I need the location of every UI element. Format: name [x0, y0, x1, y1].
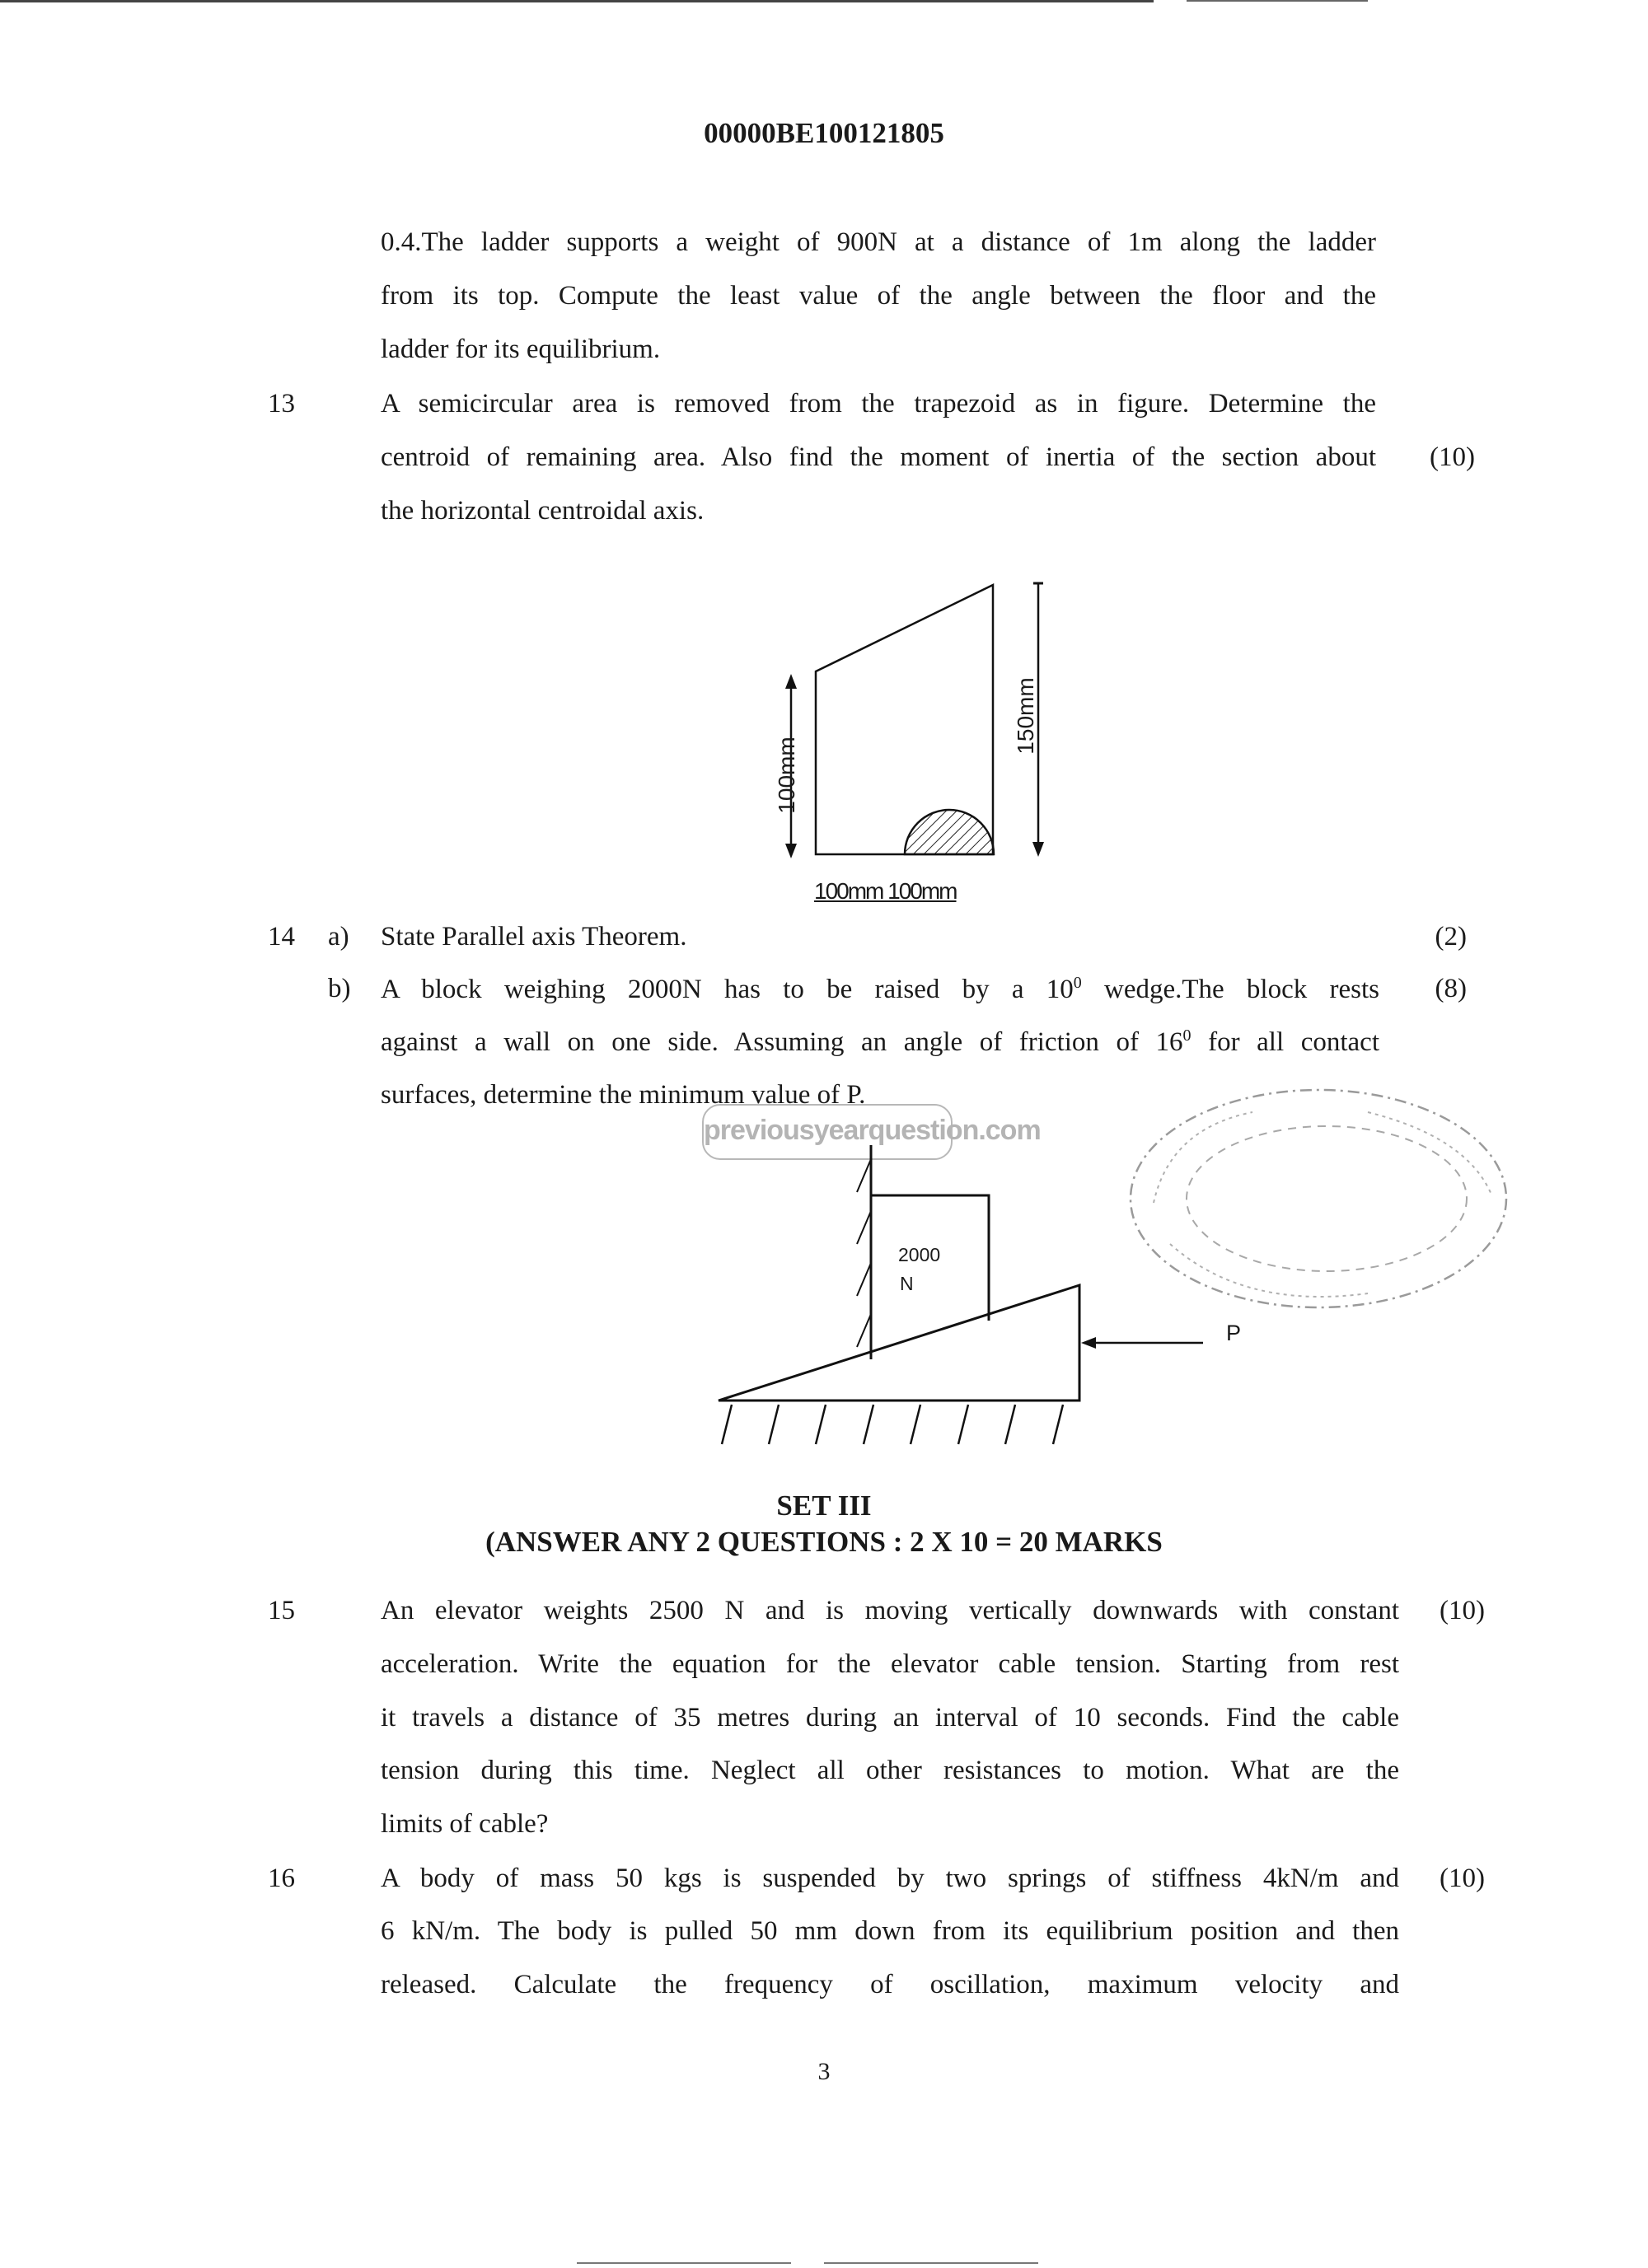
set3-subtitle: (ANSWER ANY 2 QUESTIONS : 2 X 10 = 20 MARKS	[485, 1526, 1163, 1558]
q16-number: 16	[268, 1864, 295, 1893]
block-weight-label-1: 2000	[898, 1244, 941, 1265]
q12-line-2: from its top. Compute the least value of the angle between the floor and the	[381, 281, 1376, 311]
scan-edge-top	[0, 0, 1154, 2]
q13-line-1: A semicircular area is removed from the trapezoid as in figure. Determine the	[381, 389, 1376, 419]
q14b-line-2-pre: against a wall on one side. Assuming an angle of friction of 16	[381, 1027, 1183, 1057]
semicircle-cutout	[905, 810, 994, 854]
q15-line-3: it travels a distance of 35 metres during an interval of 10 seconds. Find the cable	[381, 1703, 1399, 1733]
q14b-line-1-pre: A block weighing 2000N has to be raised by a 10	[381, 975, 1074, 1004]
wedge-shape	[719, 1285, 1079, 1401]
q13-line-2: centroid of remaining area. Also find the moment of inertia of the section about	[381, 442, 1376, 472]
set3-title: SET III	[776, 1489, 872, 1522]
page-number: 3	[817, 2058, 831, 2085]
exam-code-header: 00000BE100121805	[704, 117, 944, 149]
q15-line-5: limits of cable?	[381, 1809, 549, 1839]
q13-number: 13	[268, 389, 295, 419]
right-height-label: 150mm	[1013, 677, 1038, 755]
q13-line-3: the horizontal centroidal axis.	[381, 496, 705, 526]
q16-line-3: released. Calculate the frequency of oscillation, maximum velocity and	[381, 1970, 1399, 1999]
force-label-p: P	[1226, 1321, 1242, 1345]
scan-edge-bottom-2	[824, 2262, 1038, 2264]
q14a-text: State Parallel axis Theorem.	[381, 922, 687, 952]
q15-number: 15	[268, 1596, 295, 1625]
q14b-line-1	[381, 974, 1379, 1005]
q14b-line-2-post: for all contact	[1191, 1027, 1379, 1057]
block-weight-label-2: N	[900, 1273, 914, 1294]
q16-line-2: 6 kN/m. The body is pulled 50 mm down from its equilibrium position and then	[381, 1916, 1399, 1946]
scan-edge-top-right	[1187, 0, 1368, 2]
q14b-line-2	[381, 1026, 1379, 1058]
q16-marks: (10)	[1440, 1864, 1485, 1893]
q14-number: 14	[268, 922, 295, 952]
q13-marks: (10)	[1430, 442, 1475, 472]
q12-line-1: 0.4.The ladder supports a weight of 900N at a distance of 1m along the ladder	[381, 227, 1376, 257]
q14b-line-1-post: wedge.The block rests	[1081, 975, 1379, 1004]
q14b-line-3: surfaces, determine the minimum value of P.	[381, 1080, 866, 1110]
degree-sup-1: 0	[1073, 974, 1082, 992]
q16-line-1: A body of mass 50 kgs is suspended by two springs of stiffness 4kN/m and	[381, 1864, 1399, 1893]
q14b-label: b)	[328, 974, 351, 1003]
base-label: 100mm 100mm	[814, 878, 957, 904]
q14b-marks: (8)	[1435, 974, 1467, 1003]
wedge-figure	[709, 1141, 1252, 1462]
left-height-label: 100mm	[774, 737, 799, 814]
q12-line-3: ladder for its equilibrium.	[381, 334, 661, 364]
site-watermark: previousyearquestion.com	[702, 1104, 953, 1160]
q15-marks: (10)	[1440, 1596, 1485, 1625]
scan-edge-bottom	[577, 2262, 791, 2264]
q15-line-4: tension during this time. Neglect all other resistances to motion. What are the	[381, 1756, 1399, 1785]
q14a-marks: (2)	[1435, 922, 1467, 952]
q14a-label: a)	[328, 922, 349, 952]
q15-line-1: An elevator weights 2500 N and is moving vertically downwards with constant	[381, 1596, 1399, 1625]
q15-line-2: acceleration. Write the equation for the elevator cable tension. Starting from rest	[381, 1649, 1399, 1679]
degree-sup-2: 0	[1182, 1026, 1192, 1045]
